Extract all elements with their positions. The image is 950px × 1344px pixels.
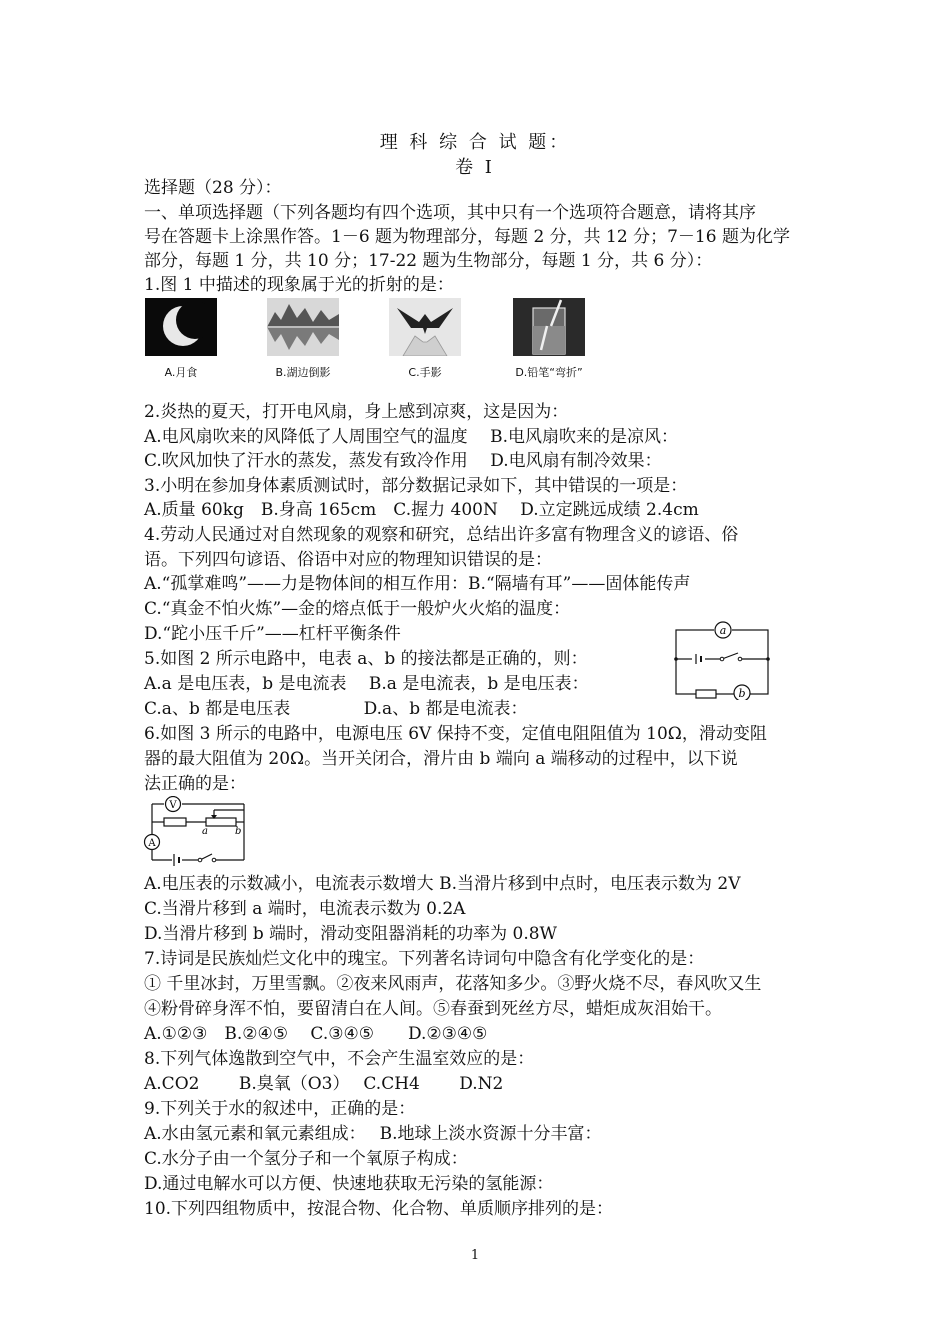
option-line: A.电风扇吹来的风降低了人周围空气的温度 B.电风扇吹来的是凉风： <box>144 427 678 447</box>
option-line: D.当滑片移到 b 端时，滑动变阻器消耗的功率为 0.8W <box>144 924 558 944</box>
option-line: C.当滑片移到 a 端时，电流表示数为 0.2A <box>144 899 466 919</box>
option-line: A.①②③ B.②④⑤ C.③④⑤ D.②③④⑤ <box>144 1024 488 1044</box>
option-line: D.“跎小压千斤”——杠杆平衡条件 <box>144 624 401 644</box>
pencil-bent-image <box>513 298 585 356</box>
question-2: 2.炎热的夏天，打开电风扇，身上感到凉爽，这是因为： <box>144 402 569 422</box>
question-5: 5.如图 2 所示电路中，电表 a、b 的接法都是正确的，则： <box>144 649 588 669</box>
option-line: A.a 是电压表，b 是电流表 B.a 是电流表，b 是电压表： <box>144 674 589 694</box>
option-line: A.质量 60kg B.身高 165cm C.握力 400N D.立定跳远成绩 2.4cm <box>144 500 699 520</box>
hand-shadow-image <box>389 298 461 356</box>
figure-lake-reflection <box>248 298 358 378</box>
instruction-line: 一、单项选择题（下列各题均有四个选项，其中只有一个选项符合题意，请将其序 <box>144 203 756 223</box>
option-line: C.吹风加快了汗水的蒸发，蒸发有致冷作用 D.电风扇有制冷效果： <box>144 451 662 471</box>
poem-line: ④粉骨碎身浑不怕，要留清白在人间。⑤春蚕到死丝方尽，蜡炬成灰泪始干。 <box>144 999 722 1019</box>
rheostat-end-a: a <box>202 826 208 837</box>
page-number: 1 <box>470 1248 480 1263</box>
figure-caption: B.湖边倒影 <box>275 366 331 379</box>
question-6-cont: 器的最大阻值为 20Ω。当开关闭合，滑片由 b 端向 a 端移动的过程中，以下说 <box>144 749 738 769</box>
question-8: 8.下列气体逸散到空气中，不会产生温室效应的是： <box>144 1049 535 1069</box>
option-line: A.“孤掌难鸣”——力是物体间的相互作用：B.“隔墙有耳”——固体能传声 <box>144 574 691 594</box>
exam-subtitle: 卷 I <box>455 157 495 178</box>
question-9: 9.下列关于水的叙述中，正确的是： <box>144 1099 416 1119</box>
circuit-diagram-3 <box>140 796 252 866</box>
question-6-cont: 法正确的是： <box>144 774 246 794</box>
voltmeter-label: V <box>169 800 177 811</box>
option-line: A.CO2 B.臭氧（O3） C.CH4 D.N2 <box>144 1074 504 1094</box>
question-3: 3.小明在参加身体素质测试时，部分数据记录如下，其中错误的一项是： <box>144 476 688 496</box>
figure-caption: A.月食 <box>164 366 198 379</box>
circuit-diagram-2 <box>672 618 772 700</box>
option-line: C.a、b 都是电压表 D.a、b 都是电流表： <box>144 699 528 719</box>
figure-caption: C.手影 <box>408 366 442 379</box>
question-4-cont: 语。下列四句谚语、俗语中对应的物理知识错误的是： <box>144 550 552 570</box>
fixed-resistor-icon <box>164 818 186 826</box>
option-line: D.通过电解水可以方便、快速地获取无污染的氢能源： <box>144 1174 554 1194</box>
section-heading: 选择题（28 分）： <box>144 178 282 198</box>
rheostat-icon <box>206 818 236 826</box>
exam-title: 理 科 综 合 试 题： <box>379 132 571 153</box>
figure-1 <box>144 298 604 378</box>
figure-pencil-bent <box>494 298 604 378</box>
poem-line: ① 千里冰封，万里雪飘。②夜来风雨声，花落知多少。③野火烧不尽，春风吹又生 <box>144 974 762 994</box>
figure-caption: D.铅笔“弯折” <box>515 366 583 379</box>
instruction-line: 部分，每题 1 分，共 10 分；17-22 题为生物部分，每题 1 分，共 6 分）： <box>144 251 713 271</box>
option-line: C.“真金不怕火炼”—金的熔点低于一般炉火火焰的温度： <box>144 599 571 619</box>
figure-hand-shadow <box>370 298 480 378</box>
option-line: A.水由氢元素和氧元素组成： B.地球上淡水资源十分丰富： <box>144 1124 602 1144</box>
option-line: C.水分子由一个氢分子和一个氧原子构成： <box>144 1149 468 1169</box>
instruction-line: 号在答题卡上涂黑作答。1－6 题为物理部分，每题 2 分，共 12 分；7－16 题为化学 <box>144 227 790 247</box>
rheostat-end-b: b <box>235 826 242 837</box>
moon-eclipse-image <box>145 298 217 356</box>
ammeter-label: A <box>148 838 156 849</box>
question-7: 7.诗词是民族灿烂文化中的瑰宝。下列著名诗词句中隐含有化学变化的是： <box>144 949 705 969</box>
question-6: 6.如图 3 所示的电路中，电源电压 6V 保持不变，定值电阻阻值为 10Ω，滑动变阻 <box>144 724 767 744</box>
question-1: 1.图 1 中描述的现象属于光的折射的是： <box>144 275 454 295</box>
meter-b-label: b <box>738 687 746 700</box>
lake-reflection-image <box>267 298 339 356</box>
resistor-icon <box>696 690 716 698</box>
meter-a-label: a <box>719 624 727 637</box>
figure-moon-eclipse <box>126 298 236 378</box>
question-4: 4.劳动人民通过对自然现象的观察和研究，总结出许多富有物理含义的谚语、俗 <box>144 525 739 545</box>
option-line: A.电压表的示数减小，电流表示数增大 B.当滑片移到中点时，电压表示数为 2V <box>144 874 741 894</box>
question-10: 10.下列四组物质中，按混合物、化合物、单质顺序排列的是： <box>144 1199 614 1219</box>
